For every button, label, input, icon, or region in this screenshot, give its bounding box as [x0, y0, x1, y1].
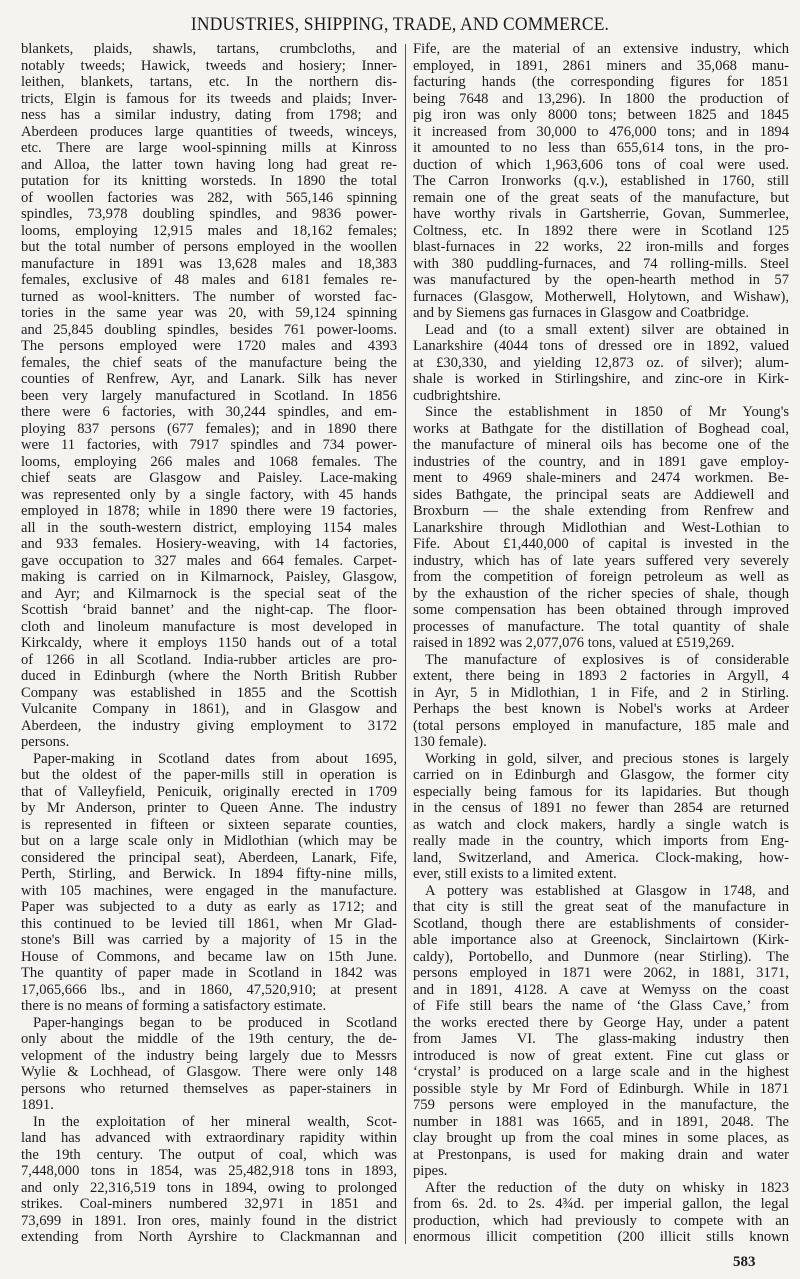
text-line: spindles, 73,978 doubling spindles, and 9836 power-: [21, 206, 397, 222]
text-line: employed in 1878; while in 1890 there were 19 factories,: [21, 503, 397, 519]
text-line: Working in gold, silver, and precious stones is largely: [425, 750, 789, 767]
text-line: all in the south-western district, employing 1154 males: [21, 519, 397, 536]
text-line: raised in 1892 was 2,077,076 tons, valued at £519,269.: [413, 635, 735, 651]
text-line: 17,065,666 lbs., and in 1860, 47,520,910; at present: [21, 981, 397, 998]
page-number: 583: [733, 1254, 756, 1270]
text-line: manufacture in 1891 was 13,628 males and 18,383: [21, 255, 397, 272]
text-line: Aberdeen produces large quantities of tweeds, winceys,: [21, 123, 397, 140]
text-line: processes of manufacture. The total quantity of shale: [413, 618, 789, 635]
paragraph: [413, 322, 789, 405]
text-line: with 105 machines, were engaged in the manufacture.: [21, 882, 397, 899]
text-line: making is carried on in Kilmarnock, Paisley, Glasgow,: [21, 569, 397, 585]
text-line: the manufacture of mineral oils has become one of the: [413, 437, 789, 453]
text-line: Lanarkshire (4044 tons of dressed ore in 1892, valued: [413, 338, 789, 354]
text-line: land has advanced with extraordinary rapidity within: [21, 1130, 397, 1146]
paragraph: [21, 1114, 397, 1246]
text-line: only about the middle of the 19th century, the de-: [21, 1031, 397, 1047]
right-column: [413, 41, 789, 1246]
text-line: with 380 puddling-furnaces, and 74 rolling-mills. Steel: [413, 255, 789, 272]
text-line: 7,448,000 tons in 1854, was 25,482,918 tons in 1893,: [21, 1163, 397, 1179]
text-line: of Fife still bears the name of ‘the Glass Cave,’ from: [413, 998, 789, 1014]
text-line: and 933 females. Hosiery-weaving, with 14 factories,: [21, 536, 397, 552]
text-line: Company was established in 1855 and the Scottish: [21, 684, 397, 701]
text-line: counties of Renfrew, Ayr, and Lanark. Silk has never: [21, 371, 397, 387]
text-line: it increased from 30,000 to 476,000 tons; and in 1894: [413, 123, 789, 140]
text-line: carried on in Edinburgh and Glasgow, the former city: [413, 767, 789, 783]
text-line: is represented in fifteen or sixteen separate counties,: [21, 816, 397, 833]
text-line: in the census of 1891 no fewer than 2854 are returned: [413, 800, 789, 816]
text-line: in Ayr, 5 in Midlothian, 1 in Fife, and 2 in Stirling.: [413, 684, 789, 701]
text-line: Fife, are the material of an extensive industry, which: [413, 41, 789, 57]
text-line: looms, employing 266 males and 1068 females. The: [21, 453, 397, 470]
text-line: Lanarkshire through Midlothian and West-Lothian to: [413, 519, 789, 536]
text-line: there is no means of forming a satisfactory estimate.: [21, 998, 327, 1014]
text-line: The manufacture of explosives is of considerable: [425, 651, 789, 668]
text-line: After the reduction of the duty on whisky in 1823: [425, 1179, 789, 1196]
text-line: at £30,330, and yielding 12,873 oz. of silver); alum-: [413, 354, 789, 371]
text-line: that city is still the great seat of the manufacture in: [413, 899, 789, 915]
text-line: production, which had previously to compete with an: [413, 1212, 789, 1229]
text-line: works at Bathgate for the distillation of Boghead coal,: [413, 420, 789, 437]
text-line: were 11 factories, with 7917 spindles and 734 power-: [21, 437, 397, 453]
text-line: persons.: [21, 734, 70, 750]
text-line: and in 1891, 4128. A cave at Wemyss on the coast: [413, 981, 789, 998]
text-line: turned as wool-knitters. The number of worsted fac-: [21, 288, 397, 305]
text-line: blankets, plaids, shawls, tartans, crumbcloths, and: [21, 41, 397, 57]
paragraph: [413, 1180, 789, 1246]
text-line: ness has a similar industry, dating from 1798; and: [21, 107, 397, 123]
paragraph: [21, 1015, 397, 1114]
text-line: pig iron was only 8000 tons; between 1825 and 1845: [413, 107, 789, 123]
text-line: of woollen factories was 282, with 565,146 spinning: [21, 189, 397, 206]
text-line: In the exploitation of her mineral wealth, Scot-: [33, 1113, 397, 1130]
text-line: Lead and (to a small extent) silver are obtained in: [425, 321, 789, 338]
text-line: Paper was subjected to a duty as early as 1712; and: [21, 899, 397, 915]
text-line: putation for its knitting worsteds. In 1890 the total: [21, 173, 397, 189]
text-line: considered the principal seat), Aberdeen, Lanark, Fife,: [21, 849, 397, 866]
text-line: caldy), Portobello, and Dunmore (near Stirling). The: [413, 948, 789, 965]
text-line: from 6s. 2d. to 2s. 4¾d. per imperial gallon, the legal: [413, 1196, 789, 1212]
text-line: and only 22,316,519 tons in 1894, owing to prolonged: [21, 1179, 397, 1196]
text-line: Paper-hangings began to be produced in Scotland: [33, 1014, 397, 1031]
text-line: A pottery was established at Glasgow in 1748, and: [425, 882, 789, 899]
text-line: notably tweeds; Hawick, tweeds and hosiery; Inner-: [21, 57, 397, 74]
text-line: this continued to be levied till 1861, when Mr Glad-: [21, 915, 397, 932]
text-line: gave occupation to 327 males and 664 females. Carpet-: [21, 552, 397, 569]
text-line: introduced is now of great extent. Fine cut glass or: [413, 1047, 789, 1064]
text-line: Coltness, etc. In 1892 there were in Scotland 125: [413, 222, 789, 239]
text-line: some compensation has been obtained through improved: [413, 602, 789, 618]
text-line: leithen, blankets, tartans, etc. In the northern dis-: [21, 74, 397, 90]
text-line: was represented only by a single factory, with 45 hands: [21, 486, 397, 503]
text-line: and Alloa, the latter town having long had great re-: [21, 156, 397, 173]
text-line: number in 1881 was 1665, and in 1891, 2048. The: [413, 1113, 789, 1130]
text-line: Wylie & Lochhead, of Glasgow. There were only 148: [21, 1064, 397, 1080]
text-line: extending from North Ayrshire to Clackmannan and: [21, 1229, 397, 1245]
text-line: Aberdeen, the industry giving employment to 3172: [21, 717, 397, 734]
text-line: furnaces (Glasgow, Motherwell, Holytown, and Wishaw),: [413, 288, 789, 305]
text-line: of 1266 in all Scotland. India-rubber articles are pro-: [21, 651, 397, 668]
text-line: sides Bathgate, the principal seats are Addiewell and: [413, 486, 789, 503]
text-line: able importance also at Greenock, Sinclairtown (Kirk-: [413, 932, 789, 948]
text-line: etc. There are large wool-spinning mills at Kinross: [21, 140, 397, 156]
text-line: Perth, Stirling, and Berwick. In 1894 fifty-nine mills,: [21, 866, 397, 882]
text-line: but the oldest of the paper-mills still in operation is: [21, 767, 397, 783]
paragraph: [413, 41, 789, 322]
text-line: remain one of the great seats of the manufacture, but: [413, 189, 789, 206]
text-line: shale is worked in Stirlingshire, and zinc-ore in Kirk-: [413, 371, 789, 387]
text-line: Perhaps the best known is Nobel's works at Ardeer: [413, 701, 789, 717]
text-line: velopment of the industry being largely due to Messrs: [21, 1047, 397, 1064]
text-line: pipes.: [413, 1163, 448, 1179]
text-line: ment to 4969 shale-miners and 2474 workmen. Be-: [413, 470, 789, 486]
text-line: chief seats are Glasgow and Paisley. Lace-making: [21, 470, 397, 486]
text-line: at Prestonpans, is used for making drain and water: [413, 1146, 789, 1163]
text-line: the 19th century. The output of coal, which was: [21, 1146, 397, 1163]
text-line: by Mr Anderson, printer to Queen Anne. The industry: [21, 800, 397, 816]
paragraph: [21, 751, 397, 1015]
text-line: industries of the country, and in 1891 gave employ-: [413, 453, 789, 470]
text-line: it amounted to no less than 655,614 tons, in the pro-: [413, 140, 789, 156]
text-line: duced in Edinburgh (where the North British Rubber: [21, 668, 397, 684]
text-line: strikes. Coal-miners numbered 32,971 in 1851 and: [21, 1196, 397, 1212]
text-line: from James VI. The glass-making industry then: [413, 1031, 789, 1047]
text-line: facturing hands (the corresponding figures for 1851: [413, 74, 789, 90]
text-line: stone's Bill was carried by a majority of 15 in the: [21, 932, 397, 948]
text-line: especially being famous for its lapidaries. But though: [413, 783, 789, 800]
text-line: Scotland, though there are establishments of consider-: [413, 915, 789, 932]
text-line: ever, still exists to a limited extent.: [413, 866, 617, 882]
paragraph: [413, 751, 789, 883]
left-column: [21, 41, 397, 1246]
text-line: but on a large scale only in Midlothian (which may be: [21, 833, 397, 849]
text-line: extent, there being in 1893 2 factories in Argyll, 4: [413, 668, 789, 684]
text-line: Vulcanite Company in 1861), and in Glasgow and: [21, 701, 397, 717]
text-line: House of Commons, and became law on 15th June.: [21, 948, 397, 965]
text-line: the works erected there by George Hay, under a patent: [413, 1014, 789, 1031]
text-line: that of Valleyfield, Penicuik, originally erected in 1709: [21, 783, 397, 800]
text-line: there were 6 factories, with 30,244 spindles, and em-: [21, 404, 397, 420]
text-line: have worthy rivals in Gartsherrie, Govan, Summerlee,: [413, 206, 789, 222]
text-line: The persons employed were 1720 males and 4393: [21, 338, 397, 354]
text-line: 1891.: [21, 1097, 54, 1113]
text-line: employed, in 1891, 2861 miners and 35,068 manu-: [413, 57, 789, 74]
text-line: being 7648 and 13,296). In 1800 the production of: [413, 90, 789, 107]
text-line: duction of which 1,963,606 tons of coal were used.: [413, 156, 789, 173]
text-line: looms, employing 12,915 males and 18,162 females;: [21, 222, 397, 239]
text-line: as watch and clock makers, hardly a single watch is: [413, 816, 789, 833]
paragraph: [413, 404, 789, 652]
text-line: females, exclusive of 48 males and 6181 females re-: [21, 272, 397, 288]
text-line: Scottish ‘braid bannet’ and the night-cap. The floor-: [21, 602, 397, 618]
paragraph: [413, 652, 789, 751]
paragraph: [21, 41, 397, 751]
text-line: 759 persons were employed in the manufacture, the: [413, 1097, 789, 1113]
text-line: really made in the country, which imports from Eng-: [413, 833, 789, 849]
text-line: by the exhaustion of the richer species of shale, though: [413, 585, 789, 602]
text-line: but the total number of persons employed in the woollen: [21, 239, 397, 255]
text-line: enormous illicit competition (200 illicit stills known: [413, 1229, 789, 1245]
text-line: 73,699 in 1891. Iron ores, mainly found in the district: [21, 1212, 397, 1229]
text-line: The Carron Ironworks (q.v.), established in 1760, still: [413, 173, 789, 189]
paragraph: [413, 883, 789, 1180]
text-line: persons employed in 1871 were 2062, in 1881, 3171,: [413, 965, 789, 981]
text-line: ploying 837 persons (677 females); and in 1890 there: [21, 420, 397, 437]
text-line: Paper-making in Scotland dates from about 1695,: [33, 750, 397, 767]
text-line: ‘crystal’ is produced on a large scale and in the highest: [413, 1064, 789, 1080]
text-line: land, Switzerland, and America. Clock-making, how-: [413, 849, 789, 866]
text-line: The quantity of paper made in Scotland in 1842 was: [21, 965, 397, 981]
text-line: Since the establishment in 1850 of Mr Young's: [425, 404, 789, 420]
column-divider: [405, 44, 406, 1244]
text-line: from the competition of foreign petroleum as well as: [413, 569, 789, 585]
text-line: and Ayr; and Kilmarnock is the special seat of the: [21, 585, 397, 602]
text-line: Broxburn — the shale extending from Renfrew and: [413, 503, 789, 519]
text-line: blast-furnaces in 22 works, 22 iron-mills and forges: [413, 239, 789, 255]
text-line: (total persons employed in manufacture, 185 male and: [413, 717, 789, 734]
text-line: tories in the same year was 20, with 59,124 spinning: [21, 305, 397, 321]
text-line: cloth and linoleum manufacture is most developed in: [21, 618, 397, 635]
text-line: persons who returned themselves as paper-stainers in: [21, 1080, 397, 1097]
text-line: and 25,845 doubling spindles, besides 761 power-looms.: [21, 321, 397, 338]
text-line: possible style by Mr Ford of Edinburgh. While in 1871: [413, 1080, 789, 1097]
text-line: cudbrightshire.: [413, 387, 501, 404]
text-line: industry, which has of late years suffered very severely: [413, 552, 789, 569]
text-line: 130 female).: [413, 734, 487, 750]
text-line: females, the chief seats of the manufacture being the: [21, 354, 397, 371]
text-line: Fife. About £1,440,000 of capital is invested in the: [413, 536, 789, 552]
text-line: tricts, Elgin is famous for its tweeds and plaids; Inver-: [21, 90, 397, 107]
text-line: was manufactured by the open-hearth method in 57: [413, 272, 789, 288]
text-line: clay brought up from the coal mines in some places, as: [413, 1130, 789, 1146]
text-line: Kirkcaldy, where it employs 1150 hands out of a total: [21, 635, 397, 651]
text-line: and by Siemens gas furnaces in Glasgow and Coatbridge.: [413, 305, 749, 321]
running-header: INDUSTRIES, SHIPPING, TRADE, AND COMMERCE.: [190, 14, 610, 35]
text-line: been very largely manufactured in Scotland. In 1856: [21, 387, 397, 404]
